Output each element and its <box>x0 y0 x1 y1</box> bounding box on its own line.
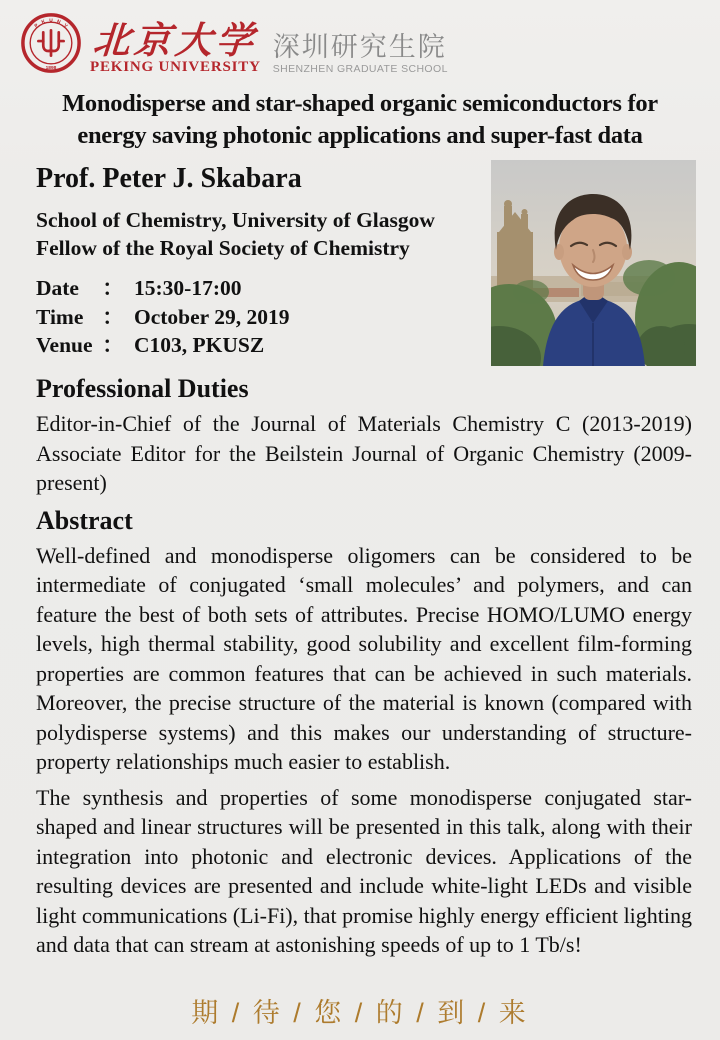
university-name-english: PEKING UNIVERSITY <box>90 59 261 75</box>
school-name-chinese: 深圳研究生院 <box>272 32 447 62</box>
svg-text:U: U <box>49 18 53 24</box>
school-name-english: SHENZHEN GRADUATE SCHOOL <box>272 63 448 75</box>
content-sections <box>0 374 720 960</box>
graduate-school-brand <box>273 32 448 76</box>
speaker-photo <box>491 160 696 366</box>
abstract-paragraph-2: The synthesis and properties of some monodisperse conjugated star-shaped and linear structures will be presented in this talk, along with their integration into photonic and electronic devices. Applications of the resulting devices are presented and include white-light LEDs and visible light communications (Li-Fi), that promise highly energy efficient lighting and data that can stream at astonishing speeds of up to 1 Tb/s! <box>36 784 693 957</box>
svg-text:K: K <box>41 19 47 26</box>
detail-label: Venue <box>36 333 93 357</box>
detail-value: October 29, 2019 <box>134 304 290 329</box>
university-name-chinese: 北京大学 <box>91 18 259 62</box>
header <box>0 0 720 76</box>
speaker-name: Prof. Peter J. Skabara <box>36 163 302 194</box>
detail-value: C103, PKUSZ <box>134 333 265 357</box>
duties-heading: Professional Duties <box>36 374 249 403</box>
svg-text:N: N <box>55 19 61 26</box>
speaker-info <box>36 158 481 366</box>
poster-title <box>10 88 710 152</box>
poster-title-line2: energy saving photonic applications and super-fast data <box>77 122 643 149</box>
event-detail-time <box>36 303 481 332</box>
speaker-affiliation-1: School of Chemistry, University of Glasgow <box>36 208 435 232</box>
event-detail-date <box>36 274 481 303</box>
abstract-paragraph-1: Well-defined and monodisperse oligomers can be considered to be intermediate of conjugated ‘small molecules’ and polymers, and can feature the best of both sets of attributes. Precise HOMO/LUMO energy levels, high thermal stability, good solubility and excellent film-forming properties are common features that can be achieved in such materials. Moreover, the precise structure of the material is known (compared with polydisperse systems) and this makes our understanding of structure-property relationships much easier to establish. <box>36 542 692 774</box>
poster-title-line1: Monodisperse and star-shaped organic semiconductors for <box>62 90 658 117</box>
footer-welcome-text: 期 / 待 / 您 / 的 / 到 / 来 <box>191 998 529 1028</box>
event-detail-venue <box>36 331 481 360</box>
speaker-affiliation-2: Fellow of the Royal Society of Chemistry <box>36 236 410 260</box>
detail-colon: ： <box>102 333 124 357</box>
duties-body: Editor-in-Chief of the Journal of Materials Chemistry C (2013-2019) Associate Editor for the Beilstein Journal of Organic Chemistry (2009-present) <box>36 411 692 495</box>
svg-text:1898: 1898 <box>45 66 57 72</box>
detail-label: Time <box>36 304 84 329</box>
svg-text:V: V <box>62 23 68 30</box>
speaker-section <box>0 152 720 366</box>
university-brand <box>90 18 261 76</box>
detail-colon: ： <box>102 304 124 329</box>
svg-text:P: P <box>34 23 40 30</box>
detail-value: 15:30-17:00 <box>134 276 242 300</box>
event-details <box>36 274 481 360</box>
detail-label: Date <box>36 276 79 300</box>
detail-colon: ： <box>102 276 124 300</box>
pku-seal-icon <box>20 12 82 74</box>
abstract-heading: Abstract <box>36 505 133 535</box>
